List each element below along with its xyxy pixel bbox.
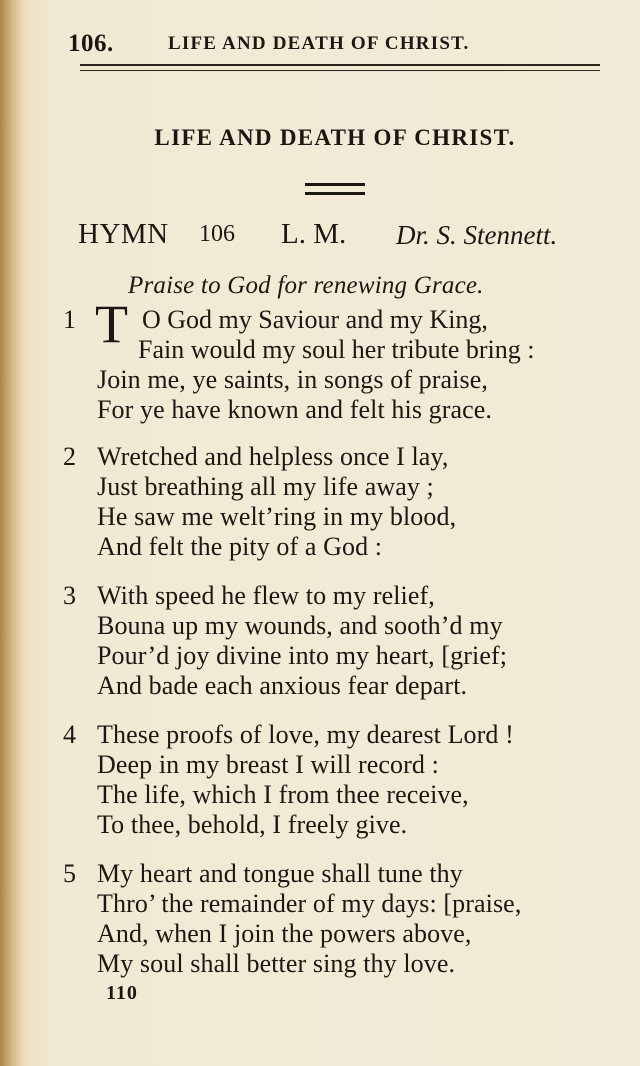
stanza-line: Join me, ye saints, in songs of praise, xyxy=(97,365,488,394)
header-rule-top xyxy=(80,64,600,66)
stanza-line: And bade each anxious fear depart. xyxy=(97,671,468,700)
page-number: 106. xyxy=(68,30,114,57)
hymn-heading xyxy=(78,218,618,254)
stanza-line: These proofs of love, my dearest Lord ! xyxy=(97,720,514,749)
stanza-line: Pour’d joy divine into my heart, [grief; xyxy=(97,641,508,670)
stanza-line: Bouna up my wounds, and sooth’d my xyxy=(97,611,503,640)
running-head xyxy=(68,30,508,62)
hymn-author: Dr. S. Stennett. xyxy=(396,220,558,250)
section-title: LIFE AND DEATH OF CHRIST. xyxy=(154,125,516,150)
hymn-subtitle: Praise to God for renewing Grace. xyxy=(128,272,484,299)
stanza-line: And, when I join the powers above, xyxy=(97,919,472,948)
stanza-line: Wretched and helpless once I lay, xyxy=(97,442,449,471)
ornament-rule-top xyxy=(305,183,365,186)
stanza-number: 4 xyxy=(63,720,76,749)
stanza-line: With speed he flew to my relief, xyxy=(97,581,435,610)
stanza-line: To thee, behold, I freely give. xyxy=(97,810,408,839)
stanza-number: 1 xyxy=(63,305,76,334)
hymn-label: HYMN xyxy=(78,218,169,250)
stanza-line: Deep in my breast I will record : xyxy=(97,750,439,779)
stanza-line: My heart and tongue shall tune thy xyxy=(97,859,463,888)
stanza-line: O God my Saviour and my King, xyxy=(142,305,488,334)
stanza-line: Thro’ the remainder of my days: [praise, xyxy=(97,889,522,918)
stanza-line: He saw me welt’ring in my blood, xyxy=(97,502,457,531)
stanza-number: 2 xyxy=(63,442,76,471)
stanza-line: For ye have known and felt his grace. xyxy=(97,395,493,424)
hymn-meter: L. M. xyxy=(281,218,347,250)
signature-mark: 110 xyxy=(106,982,138,1004)
stanza-line: Just breathing all my life away ; xyxy=(97,472,434,501)
hymn-number: 106 xyxy=(199,221,235,247)
drop-cap: T xyxy=(95,294,128,354)
stanza-line: And felt the pity of a God : xyxy=(97,532,383,561)
stanza-line: Fain would my soul her tribute bring : xyxy=(138,335,535,364)
stanza-line: The life, which I from thee receive, xyxy=(97,780,469,809)
ornament-rule-bottom xyxy=(305,192,365,195)
stanza-number: 3 xyxy=(63,581,76,610)
stanza-line: My soul shall better sing thy love. xyxy=(97,949,456,978)
header-rule-bottom xyxy=(80,70,600,71)
running-title: LIFE AND DEATH OF CHRIST. xyxy=(168,33,470,54)
stanza-number: 5 xyxy=(63,859,76,888)
page-spine-edge xyxy=(0,0,22,1066)
